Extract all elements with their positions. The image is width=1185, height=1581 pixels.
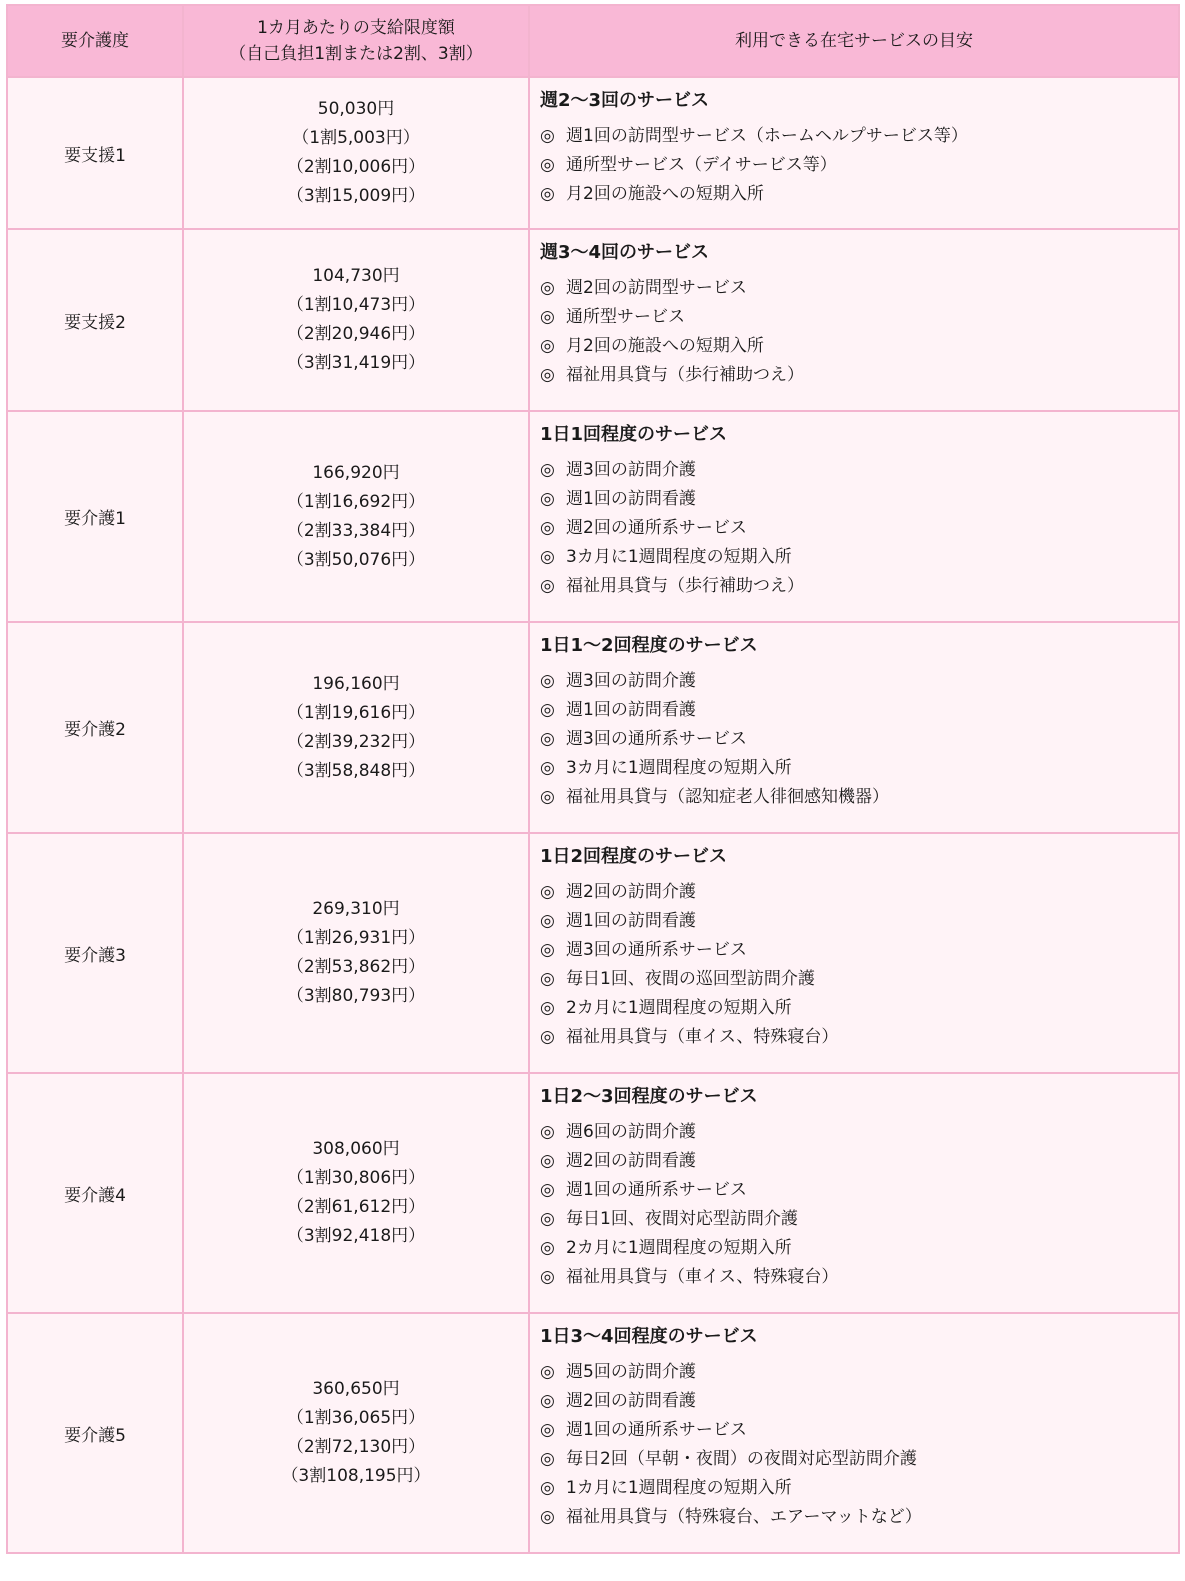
service-item: [540, 1263, 1178, 1292]
double-circle-bullet-icon: ◎: [540, 758, 555, 778]
double-circle-bullet-icon: ◎: [540, 1151, 555, 1171]
service-item-text: 週2回の訪問型サービス: [566, 278, 747, 298]
service-item-text: 週2回の訪問看護: [566, 1151, 696, 1171]
care-level-table: [6, 4, 1180, 1554]
monthly-limit-cell: [183, 411, 529, 622]
service-item: [540, 361, 1178, 390]
service-item: [540, 303, 1178, 332]
service-item: [540, 1234, 1178, 1263]
care-level-cell: 要介護5: [7, 1313, 183, 1553]
service-item-text: 2カ月に1週間程度の短期入所: [566, 1238, 792, 1258]
copay-10-percent: （1割5,003円）: [292, 128, 420, 148]
service-item: [540, 332, 1178, 361]
copay-30-percent: （3割50,076円）: [286, 549, 426, 570]
double-circle-bullet-icon: ◎: [540, 489, 555, 509]
double-circle-bullet-icon: ◎: [540, 700, 555, 720]
services-cell: [529, 411, 1179, 622]
service-item-text: 週1回の訪問型サービス（ホームヘルプサービス等）: [566, 126, 968, 146]
header-care-level: 要介護度: [7, 5, 183, 77]
care-level-cell: 要介護1: [7, 411, 183, 622]
monthly-limit-cell: [183, 1313, 529, 1553]
service-frequency-title: 1日1～2回程度のサービス: [540, 635, 758, 656]
double-circle-bullet-icon: ◎: [540, 1391, 555, 1411]
service-item-text: 福祉用具貸与（歩行補助つえ）: [566, 576, 804, 596]
double-circle-bullet-icon: ◎: [540, 1478, 555, 1498]
copay-30-percent: （3割108,195円）: [281, 1466, 431, 1486]
service-item: [540, 1205, 1178, 1234]
services-cell: [529, 1073, 1179, 1313]
header-available-services: 利用できる在宅サービスの目安: [529, 5, 1179, 77]
care-level-cell: 要支援1: [7, 77, 183, 229]
double-circle-bullet-icon: ◎: [540, 1238, 555, 1258]
service-item-text: 3カ月に1週間程度の短期入所: [566, 758, 792, 778]
copay-20-percent: （2割61,612円）: [286, 1197, 426, 1217]
service-item-text: 週3回の訪問介護: [566, 460, 696, 480]
double-circle-bullet-icon: ◎: [540, 1449, 555, 1469]
service-item: [540, 485, 1178, 514]
service-item: [540, 1023, 1178, 1052]
service-item: [540, 725, 1178, 754]
service-item-text: 週5回の訪問介護: [566, 1362, 696, 1382]
service-item-text: 福祉用具貸与（車イス、特殊寝台）: [566, 1027, 839, 1047]
service-frequency-title: 1日2回程度のサービス: [540, 846, 728, 867]
service-item-text: 2カ月に1週間程度の短期入所: [566, 998, 792, 1018]
double-circle-bullet-icon: ◎: [540, 547, 555, 567]
service-item-text: 月2回の施設への短期入所: [566, 336, 764, 356]
copay-10-percent: （1割30,806円）: [286, 1168, 426, 1188]
service-item-text: 週6回の訪問介護: [566, 1122, 696, 1142]
table-row: [7, 1313, 1179, 1553]
service-item: [540, 1416, 1178, 1445]
copay-10-percent: （1割36,065円）: [286, 1408, 426, 1428]
double-circle-bullet-icon: ◎: [540, 1362, 555, 1382]
copay-10-percent: （1割16,692円）: [286, 491, 426, 512]
service-item-text: 通所型サービス: [566, 307, 685, 327]
double-circle-bullet-icon: ◎: [540, 1420, 555, 1440]
copay-30-percent: （3割92,418円）: [286, 1226, 426, 1246]
service-item: [540, 122, 1178, 151]
services-cell: [529, 622, 1179, 833]
service-item-text: 週2回の訪問看護: [566, 1391, 696, 1411]
service-item-text: 週3回の訪問介護: [566, 671, 696, 691]
service-item-text: 毎日1回、夜間の巡回型訪問介護: [566, 969, 815, 989]
copay-20-percent: （2割39,232円）: [286, 731, 426, 752]
header-monthly-limit: [183, 5, 529, 77]
service-item: [540, 696, 1178, 725]
service-item: [540, 878, 1178, 907]
monthly-limit-cell: [183, 1073, 529, 1313]
service-item: [540, 1147, 1178, 1176]
double-circle-bullet-icon: ◎: [540, 882, 555, 902]
double-circle-bullet-icon: ◎: [540, 365, 555, 385]
service-item-text: 週3回の通所系サービス: [566, 940, 747, 960]
table-body: [7, 77, 1179, 1553]
copay-30-percent: （3割31,419円）: [286, 353, 426, 373]
service-item-text: 週1回の通所系サービス: [566, 1420, 747, 1440]
copay-20-percent: （2割33,384円）: [286, 520, 426, 541]
double-circle-bullet-icon: ◎: [540, 336, 555, 356]
service-item-text: 毎日2回（早朝・夜間）の夜間対応型訪問介護: [566, 1449, 917, 1469]
limit-amount: 196,160円: [312, 673, 400, 694]
double-circle-bullet-icon: ◎: [540, 729, 555, 749]
service-item: [540, 1358, 1178, 1387]
service-item: [540, 180, 1178, 209]
copay-20-percent: （2割53,862円）: [286, 957, 426, 977]
service-frequency-title: 1日2～3回程度のサービス: [540, 1086, 758, 1107]
service-item-text: 毎日1回、夜間対応型訪問介護: [566, 1209, 798, 1229]
service-item-text: 月2回の施設への短期入所: [566, 184, 764, 204]
service-item-text: 週2回の通所系サービス: [566, 518, 747, 538]
service-item-text: 福祉用具貸与（特殊寝台、エアーマットなど）: [566, 1507, 922, 1527]
services-cell: [529, 833, 1179, 1073]
double-circle-bullet-icon: ◎: [540, 1507, 555, 1527]
copay-20-percent: （2割72,130円）: [286, 1437, 426, 1457]
double-circle-bullet-icon: ◎: [540, 1267, 555, 1287]
service-item-text: 週1回の訪問看護: [566, 489, 696, 509]
double-circle-bullet-icon: ◎: [540, 126, 555, 146]
copay-30-percent: （3割15,009円）: [286, 186, 426, 206]
double-circle-bullet-icon: ◎: [540, 1027, 555, 1047]
services-cell: [529, 229, 1179, 411]
copay-20-percent: （2割10,006円）: [286, 157, 426, 177]
service-item-text: 週1回の通所系サービス: [566, 1180, 747, 1200]
service-item-text: 通所型サービス（デイサービス等）: [566, 155, 837, 175]
double-circle-bullet-icon: ◎: [540, 998, 555, 1018]
service-item: [540, 936, 1178, 965]
double-circle-bullet-icon: ◎: [540, 518, 555, 538]
service-item-text: 1カ月に1週間程度の短期入所: [566, 1478, 792, 1498]
service-item: [540, 1176, 1178, 1205]
limit-amount: 104,730円: [312, 266, 400, 286]
copay-20-percent: （2割20,946円）: [286, 324, 426, 344]
care-level-cell: 要介護3: [7, 833, 183, 1073]
service-item-text: 福祉用具貸与（歩行補助つえ）: [566, 365, 804, 385]
service-item: [540, 1474, 1178, 1503]
header-monthly-limit-line2: （自己負担1割または2割、3割）: [229, 44, 483, 64]
double-circle-bullet-icon: ◎: [540, 307, 555, 327]
service-item: [540, 543, 1178, 572]
limit-amount: 50,030円: [317, 99, 395, 119]
double-circle-bullet-icon: ◎: [540, 787, 555, 807]
service-item-text: 3カ月に1週間程度の短期入所: [566, 547, 792, 567]
table-row: [7, 833, 1179, 1073]
double-circle-bullet-icon: ◎: [540, 1209, 555, 1229]
service-item: [540, 754, 1178, 783]
double-circle-bullet-icon: ◎: [540, 940, 555, 960]
service-item-text: 福祉用具貸与（認知症老人徘徊感知機器）: [566, 787, 889, 807]
limit-amount: 308,060円: [312, 1139, 400, 1159]
service-item: [540, 783, 1178, 812]
service-frequency-title: 週3～4回のサービス: [540, 242, 710, 263]
table-row: [7, 411, 1179, 622]
limit-amount: 360,650円: [312, 1379, 400, 1399]
double-circle-bullet-icon: ◎: [540, 278, 555, 298]
limit-amount: 269,310円: [312, 899, 400, 919]
service-item-text: 週1回の訪問看護: [566, 911, 696, 931]
monthly-limit-cell: [183, 77, 529, 229]
care-level-cell: 要支援2: [7, 229, 183, 411]
monthly-limit-cell: [183, 833, 529, 1073]
service-item: [540, 667, 1178, 696]
service-item: [540, 514, 1178, 543]
double-circle-bullet-icon: ◎: [540, 576, 555, 596]
table-row: [7, 1073, 1179, 1313]
service-item: [540, 572, 1178, 601]
service-item-text: 週2回の訪問介護: [566, 882, 696, 902]
services-cell: [529, 1313, 1179, 1553]
double-circle-bullet-icon: ◎: [540, 155, 555, 175]
limit-amount: 166,920円: [312, 462, 400, 483]
monthly-limit-cell: [183, 622, 529, 833]
double-circle-bullet-icon: ◎: [540, 460, 555, 480]
double-circle-bullet-icon: ◎: [540, 1180, 555, 1200]
service-item: [540, 274, 1178, 303]
copay-10-percent: （1割26,931円）: [286, 928, 426, 948]
service-frequency-title: 1日1回程度のサービス: [540, 424, 728, 445]
service-item: [540, 1503, 1178, 1532]
monthly-limit-cell: [183, 229, 529, 411]
header-monthly-limit-line1: 1カ月あたりの支給限度額: [257, 18, 455, 38]
copay-30-percent: （3割80,793円）: [286, 986, 426, 1006]
service-item: [540, 1387, 1178, 1416]
double-circle-bullet-icon: ◎: [540, 969, 555, 989]
double-circle-bullet-icon: ◎: [540, 671, 555, 691]
service-item: [540, 907, 1178, 936]
copay-30-percent: （3割58,848円）: [286, 760, 426, 781]
service-frequency-title: 週2～3回のサービス: [540, 90, 710, 111]
double-circle-bullet-icon: ◎: [540, 184, 555, 204]
service-item-text: 週3回の通所系サービス: [566, 729, 747, 749]
service-item: [540, 965, 1178, 994]
copay-10-percent: （1割19,616円）: [286, 702, 426, 723]
double-circle-bullet-icon: ◎: [540, 911, 555, 931]
table-row: [7, 77, 1179, 229]
service-item: [540, 994, 1178, 1023]
service-item-text: 福祉用具貸与（車イス、特殊寝台）: [566, 1267, 839, 1287]
service-item: [540, 1118, 1178, 1147]
table-header-row: [7, 5, 1179, 77]
service-item: [540, 151, 1178, 180]
service-item-text: 週1回の訪問看護: [566, 700, 696, 720]
double-circle-bullet-icon: ◎: [540, 1122, 555, 1142]
table-row: [7, 622, 1179, 833]
services-cell: [529, 77, 1179, 229]
care-level-cell: 要介護4: [7, 1073, 183, 1313]
service-item: [540, 1445, 1178, 1474]
copay-10-percent: （1割10,473円）: [286, 295, 426, 315]
table-row: [7, 229, 1179, 411]
service-frequency-title: 1日3～4回程度のサービス: [540, 1326, 758, 1347]
care-level-cell: 要介護2: [7, 622, 183, 833]
service-item: [540, 456, 1178, 485]
